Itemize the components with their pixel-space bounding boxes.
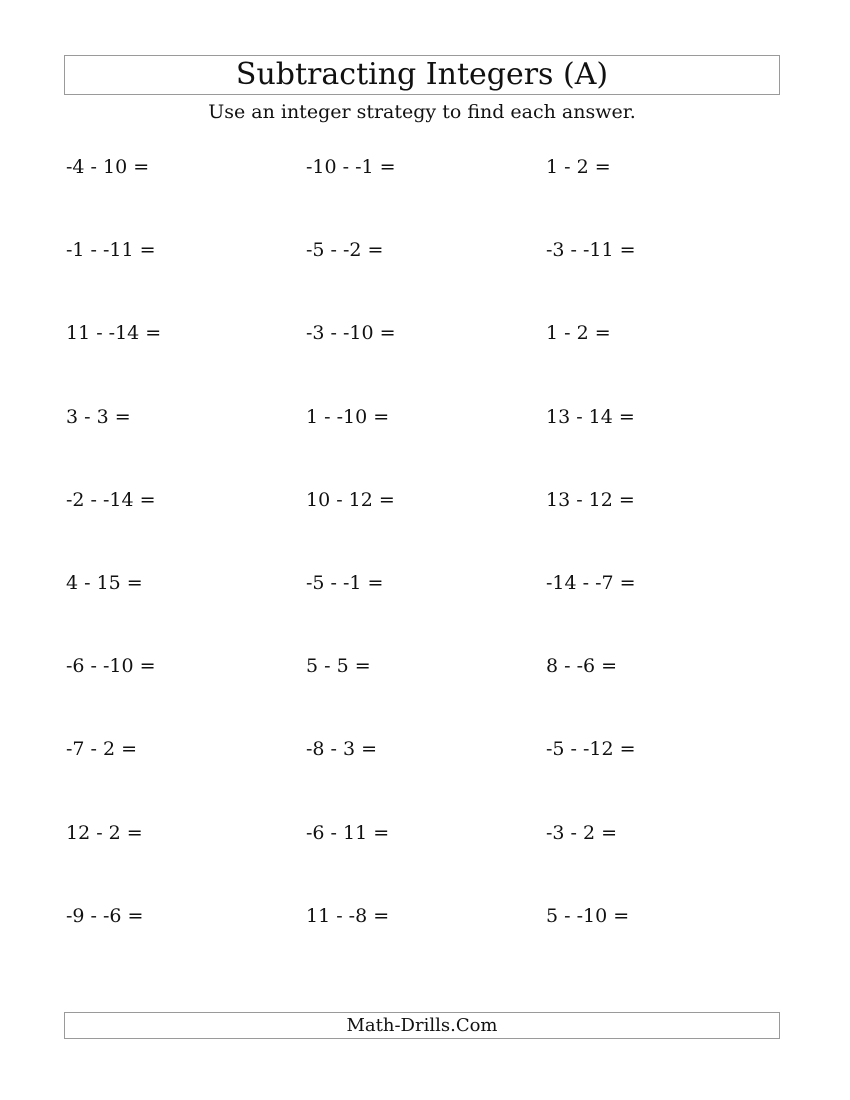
problem: 8 - -6 = (546, 655, 618, 678)
problem: -3 - 2 = (546, 821, 618, 844)
problem: 4 - 15 = (66, 571, 143, 594)
problem: -5 - -12 = (546, 738, 636, 761)
problem: 11 - -14 = (66, 322, 162, 345)
problem: 3 - 3 = (66, 405, 131, 428)
problem: -2 - -14 = (66, 488, 156, 511)
problem-grid (66, 155, 786, 987)
footer-credit: Math-Drills.Com (346, 1014, 498, 1036)
instructions: Use an integer strategy to find each answer. (208, 101, 636, 123)
problem: -5 - -1 = (306, 571, 384, 594)
problem: 13 - 14 = (546, 405, 635, 428)
problem: -1 - -11 = (66, 239, 156, 262)
problem: -5 - -2 = (306, 239, 384, 262)
problem: 1 - 2 = (546, 322, 611, 345)
title-box (64, 55, 780, 95)
problem: -6 - 11 = (306, 821, 390, 844)
problem: -3 - -10 = (306, 322, 396, 345)
problem: 10 - 12 = (306, 488, 395, 511)
problem: -3 - -11 = (546, 239, 636, 262)
problem: -7 - 2 = (66, 738, 138, 761)
page-title: Subtracting Integers (A) (235, 57, 609, 92)
problem: 1 - -10 = (306, 405, 390, 428)
problem: 1 - 2 = (546, 156, 611, 178)
problem: -10 - -1 = (306, 156, 396, 178)
problem: 13 - 12 = (546, 488, 635, 511)
footer-box (64, 1012, 780, 1039)
problem: -14 - -7 = (546, 571, 636, 594)
problem: -9 - -6 = (66, 904, 144, 927)
problem: -4 - 10 = (66, 156, 150, 178)
problem: 5 - 5 = (306, 655, 371, 678)
problem: -6 - -10 = (66, 655, 156, 678)
problem: 5 - -10 = (546, 904, 630, 927)
problem: -8 - 3 = (306, 738, 378, 761)
problem: 12 - 2 = (66, 821, 143, 844)
problem: 11 - -8 = (306, 904, 390, 927)
